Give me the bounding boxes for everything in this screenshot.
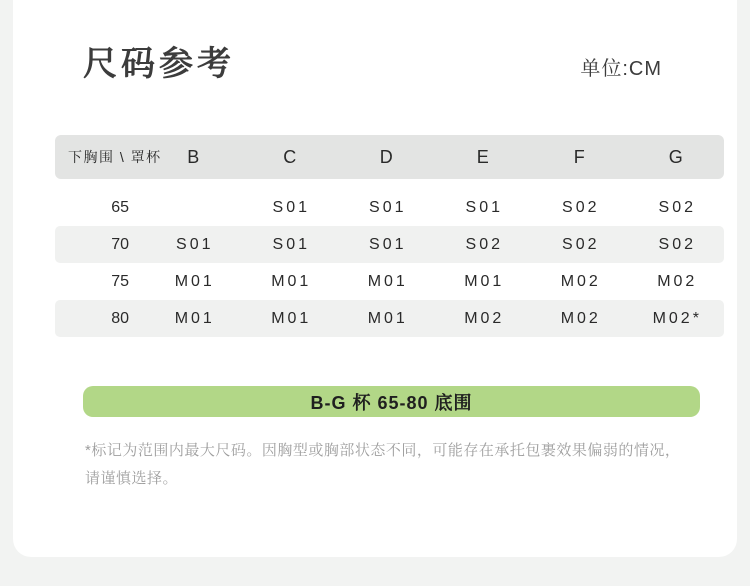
size-cell: S01	[176, 235, 214, 253]
size-table-body	[55, 189, 724, 337]
cup-column-f: F	[573, 146, 585, 167]
cup-column-b: B	[187, 146, 200, 167]
underbust-label: 75	[111, 272, 129, 290]
size-cell: S01	[272, 235, 310, 253]
cup-column-c: C	[283, 146, 297, 167]
footnote-line-2: 请谨慎选择。	[85, 470, 179, 487]
underbust-label: 65	[111, 198, 129, 216]
footnote	[85, 437, 685, 493]
size-table	[55, 135, 724, 337]
page-title: 尺码参考	[83, 45, 235, 83]
corner-label: 下胸围 \ 罩杯	[68, 149, 162, 165]
footnote-line-1: *标记为范围内最大尺码。因胸型或胸部状态不同，可能存在承托包裹效果偏弱的情况，	[85, 442, 681, 459]
size-cell: S02	[562, 235, 600, 253]
size-cell: M02	[560, 309, 601, 327]
underbust-label: 70	[111, 235, 129, 253]
size-cell: S02	[658, 235, 696, 253]
content-card	[13, 0, 737, 557]
size-cell: M02*	[652, 309, 702, 327]
size-cell: S01	[465, 198, 503, 216]
size-range-banner: B-G 杯 65-80 底围	[83, 386, 700, 417]
size-cell: S01	[369, 235, 407, 253]
table-row-80	[55, 300, 724, 337]
size-cell: M01	[271, 272, 312, 290]
size-cell: S01	[272, 198, 310, 216]
size-cell: M01	[174, 309, 215, 327]
size-table-header	[55, 135, 724, 179]
size-cell: S02	[562, 198, 600, 216]
unit-label: 单位:CM	[580, 58, 662, 80]
size-cell: S02	[465, 235, 503, 253]
cup-column-e: E	[476, 146, 489, 167]
size-cell: M01	[271, 309, 312, 327]
cup-column-g: G	[668, 146, 683, 167]
table-row-65	[55, 189, 724, 226]
size-cell: M02	[560, 272, 601, 290]
size-cell: M01	[367, 272, 408, 290]
size-cell: M01	[367, 309, 408, 327]
size-cell: S02	[658, 198, 696, 216]
size-cell: S01	[369, 198, 407, 216]
size-cell: M01	[174, 272, 215, 290]
size-cell: M02	[657, 272, 698, 290]
size-cell: M02	[464, 309, 505, 327]
size-cell: M01	[464, 272, 505, 290]
cup-column-d: D	[379, 146, 393, 167]
underbust-label: 80	[111, 309, 129, 327]
table-row-75	[55, 263, 724, 300]
table-row-70	[55, 226, 724, 263]
